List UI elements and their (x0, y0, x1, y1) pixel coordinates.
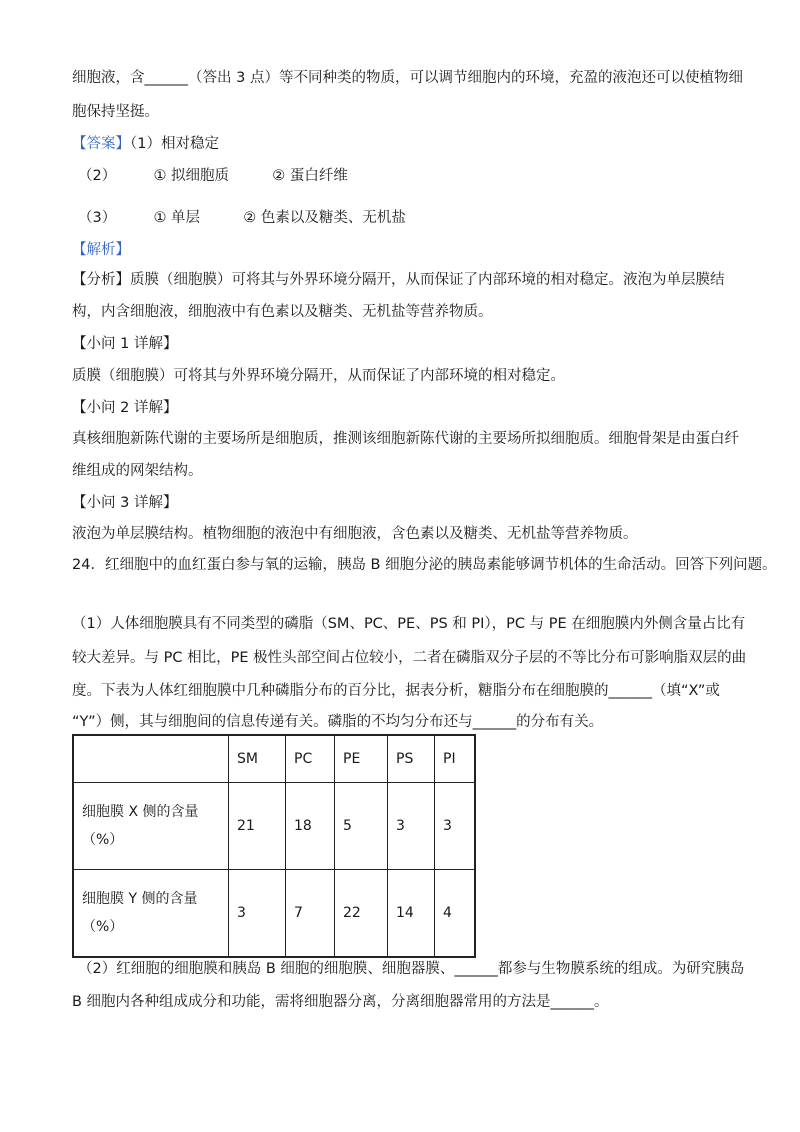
table-header-cell: PC (286, 735, 335, 783)
row-label-text: 细胞膜 X 侧的含量 (82, 804, 199, 820)
answer-1: （1）相对稳定 (130, 136, 219, 152)
table-cell: 22 (335, 870, 388, 958)
question-24-part1: 度。下表为人体红细胞膜中几种磷脂分布的百分比，据表分析，糖脂分布在细胞膜的______（填“X”或 (72, 683, 720, 699)
analysis-tag: 【解析】 (72, 242, 130, 258)
table-header-row (73, 735, 475, 783)
row-label-unit: （%） (82, 919, 124, 935)
table-header-cell: SM (229, 735, 286, 783)
table-cell: 7 (286, 870, 335, 958)
table-cell: 5 (335, 783, 388, 870)
answer-2-number: （2） (78, 168, 117, 184)
table-row (73, 870, 475, 958)
answer-line-3 (78, 208, 406, 228)
table-row (73, 783, 475, 870)
row-label-unit: （%） (82, 832, 124, 848)
table-cell: 4 (435, 870, 476, 958)
question-24-stem: 24．红细胞中的血红蛋白参与氧的运输，胰岛 B 细胞分泌的胰岛素能够调节机体的生命活动。回答下列问题。 (72, 557, 777, 573)
subquestion-heading: 【小问 1 详解】 (72, 336, 178, 352)
subquestion-body: 真核细胞新陈代谢的主要场所是细胞质，推测该细胞新陈代谢的主要场所拟细胞质。细胞骨架是由蛋白纤 (72, 431, 739, 447)
table-corner-cell (73, 735, 229, 783)
table-header-cell: PS (388, 735, 435, 783)
answer-3-b: ② 色素以及糖类、无机盐 (243, 210, 406, 226)
table-cell: 21 (229, 783, 286, 870)
question-24-part1: 较大差异。与 PC 相比，PE 极性头部空间占位较小，二者在磷脂双分子层的不等比分布可影响脂双层的曲 (72, 650, 747, 666)
table-row-label (73, 783, 229, 870)
answer-3-number: （3） (78, 210, 117, 226)
table-cell: 3 (229, 870, 286, 958)
subquestion-body: 质膜（细胞膜）可将其与外界环境分隔开，从而保证了内部环境的相对稳定。 (72, 368, 565, 384)
answer-2-b: ② 蛋白纤维 (272, 168, 348, 184)
analysis-line: 构，内含细胞液，细胞液中有色素以及糖类、无机盐等营养物质。 (72, 304, 493, 320)
table-header-cell: PE (335, 735, 388, 783)
subquestion-heading: 【小问 3 详解】 (72, 495, 178, 511)
answer-2-a: ① 拟细胞质 (153, 168, 230, 184)
question-24-part2: B 细胞内各种组成成分和功能，需将细胞器分离，分离细胞器常用的方法是______。 (72, 994, 609, 1010)
question-24-part1: “Y”）侧，其与细胞间的信息传递有关。磷脂的不均匀分布还与______的分布有关。 (72, 714, 604, 730)
table-cell: 3 (388, 783, 435, 870)
question-24-part1: （1）人体细胞膜具有不同类型的磷脂（SM、PC、PE、PS 和 PI），PC 与 PE 在细胞膜内外侧含量占比有 (72, 616, 746, 632)
table-row-label (73, 870, 229, 958)
text-line: 细胞液，含______（答出 3 点）等不同种类的物质，可以调节细胞内的环境，充盈的液泡还可以使植物细 (72, 70, 743, 86)
table-header-cell: PI (435, 735, 476, 783)
text-line: 胞保持坚挺。 (72, 104, 159, 120)
table-cell: 14 (388, 870, 435, 958)
table-cell: 18 (286, 783, 335, 870)
row-label-text: 细胞膜 Y 侧的含量 (82, 891, 198, 907)
answer-3-a: ① 单层 (153, 210, 201, 226)
subquestion-heading: 【小问 2 详解】 (72, 400, 178, 416)
answer-line-2 (78, 166, 348, 186)
subquestion-body: 维组成的网架结构。 (72, 463, 203, 479)
table-cell: 3 (435, 783, 476, 870)
analysis-line: 【分析】质膜（细胞膜）可将其与外界环境分隔开，从而保证了内部环境的相对稳定。液泡为单层膜结 (72, 272, 725, 288)
subquestion-body: 液泡为单层膜结构。植物细胞的液泡中有细胞液，含色素以及糖类、无机盐等营养物质。 (72, 526, 638, 542)
question-24-part2: （2）红细胞的细胞膜和胰岛 B 细胞的细胞膜、细胞器膜、______都参与生物膜系统的组成。为研究胰岛 (78, 961, 745, 977)
answer-line (72, 134, 219, 154)
answer-tag: 【答案】 (72, 136, 130, 152)
phospholipid-table (72, 734, 476, 958)
